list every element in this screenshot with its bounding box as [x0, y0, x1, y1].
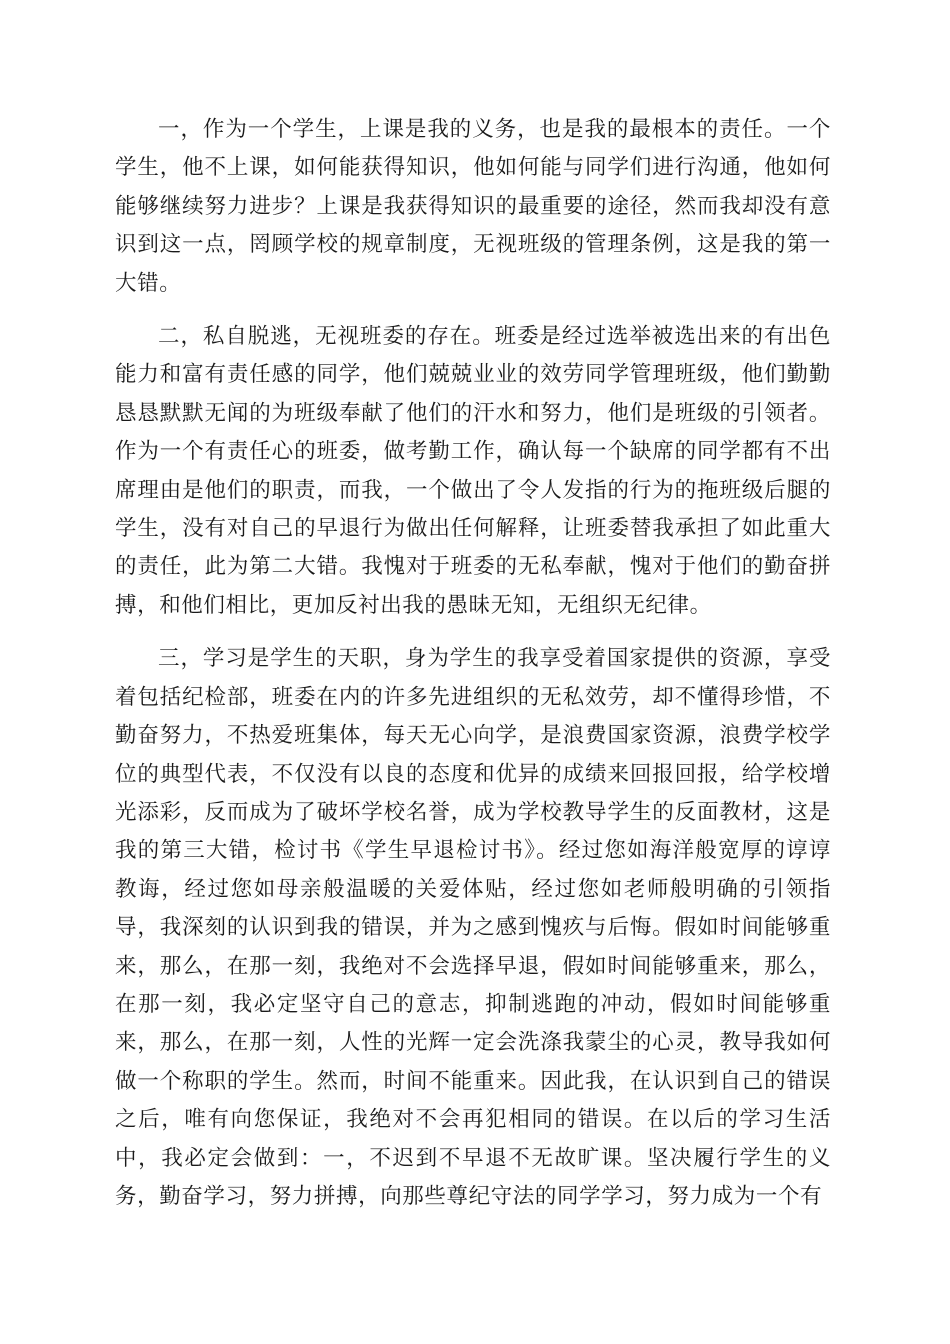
paragraph-3: 三，学习是学生的天职，身为学生的我享受着国家提供的资源，享受着包括纪检部，班委在内的许多先进组织的无私效劳，却不懂得珍惜，不勤奋努力，不热爱班集体，每天无心向学，是浪费国家资源，浪费学校学位的典型代表，不仅没有以良的态度和优异的成绩来回报回报，给学校增光添彩，反而成为了破坏学校名誉，成为学校教导学生的反面教材，这是我的第三大错，检讨书《学生早退检讨书》。经过您如海洋般宽厚的谆谆教诲，经过您如母亲般温暖的关爱体贴，经过您如老师般明确的引领指导，我深刻的认识到我的错误，并为之感到愧疚与后悔。假如时间能够重来，那么，在那一刻，我绝对不会选择早退，假如时间能够重来，那么，在那一刻，我必定坚守自己的意志，抑制逃跑的冲动，假如时间能够重来，那么，在那一刻，人性的光辉一定会洗涤我蒙尘的心灵，教导我如何做一个称职的学生。然而，时间不能重来。因此我，在认识到自己的错误之后，唯有向您保证，我绝对不会再犯相同的错误。在以后的学习生活中，我必定会做到：一，不迟到不早退不无故旷课。坚决履行学生的义务，勤奋学习，努力拼搏，向那些尊纪守法的同学学习，努力成为一个有	[115, 646, 831, 1209]
paragraph-2: 二，私自脱逃，无视班委的存在。班委是经过选举被选出来的有出色能力和富有责任感的同学，他们兢兢业业的效劳同学管理班级，他们勤勤恳恳默默无闻的为班级奉献了他们的汗水和努力，他们是班级的引领者。作为一个有责任心的班委，做考勤工作，确认每一个缺席的同学都有不出席理由是他们的职责，而我，一个做出了令人发指的行为的拖班级后腿的学生，没有对自己的早退行为做出任何解释，让班委替我承担了如此重大的责任，此为第二大错。我愧对于班委的无私奉献，愧对于他们的勤奋拼搏，和他们相比，更加反衬出我的愚昧无知，无组织无纪律。	[115, 324, 831, 618]
paragraph-1: 一，作为一个学生，上课是我的义务，也是我的最根本的责任。一个学生，他不上课，如何能获得知识，他如何能与同学们进行沟通，他如何能够继续努力进步？上课是我获得知识的最重要的途径，然而我却没有意识到这一点，罔顾学校的规章制度，无视班级的管理条例，这是我的第一大错。	[115, 117, 831, 296]
document-body	[115, 111, 831, 1216]
